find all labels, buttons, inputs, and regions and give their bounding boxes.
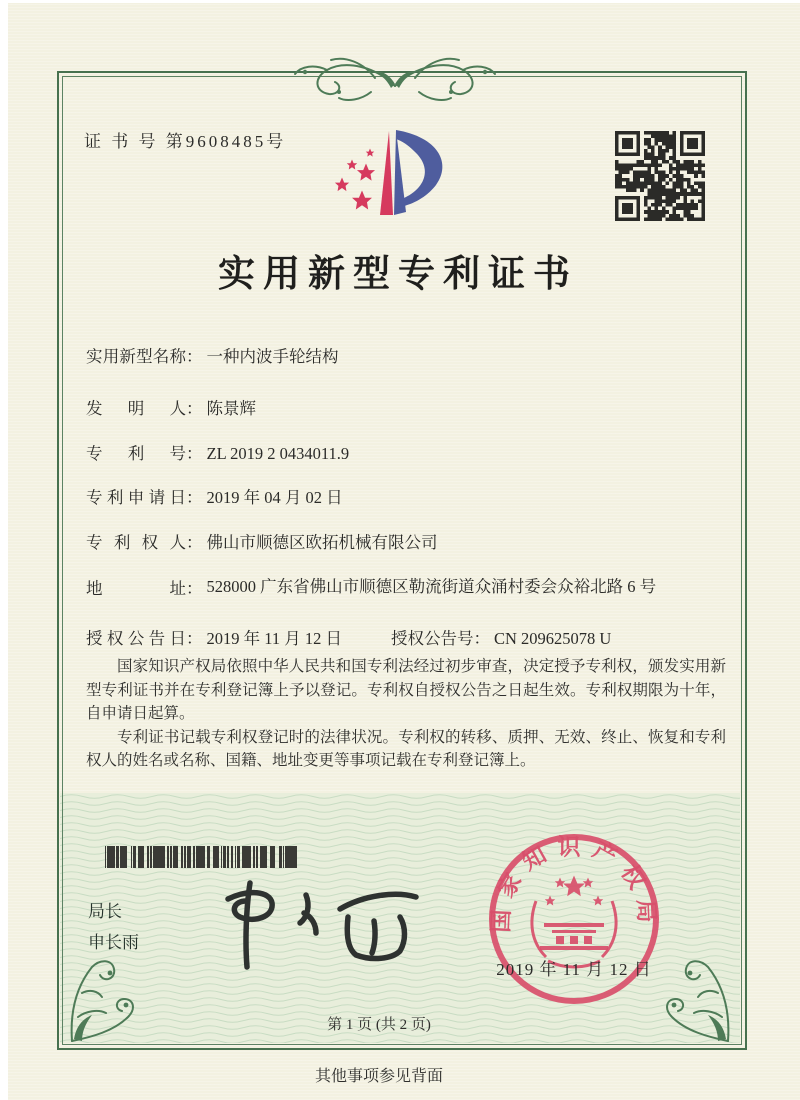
field-row-filing-date: 专利申请日： 2019 年 04 月 02 日 <box>86 484 343 508</box>
field-value: CN 209625078 U <box>494 629 612 648</box>
cnipa-logo <box>320 111 490 243</box>
commissioner-title: 局长 <box>88 902 122 921</box>
field-value: ZL 2019 2 0434011.9 <box>206 444 350 463</box>
seal-text: 国家知识产权局 <box>488 834 660 934</box>
field-value: 2019 年 11 月 12 日 <box>206 629 343 648</box>
field-row-patent-number: 专利号： ZL 2019 2 0434011.9 <box>86 440 349 464</box>
certificate-title: 实用新型专利证书 <box>218 254 578 295</box>
footer-note: 其他事项参见背面 <box>314 1068 443 1085</box>
field-label: 专利申请日 <box>86 488 186 507</box>
field-label: 地址 <box>86 579 186 598</box>
commissioner-block <box>88 896 139 958</box>
field-value: 陈景辉 <box>206 399 256 418</box>
field-value: 佛山市顺德区欧拓机械有限公司 <box>206 533 438 552</box>
commissioner-name: 申长雨 <box>88 933 139 952</box>
legal-paragraph: 国家知识产权局依照中华人民共和国专利法经过初步审查，决定授予专利权，颁发实用新型专利证书并在专利登记簿上予以登记。专利权自授权公告之日起生效。专利权期限为十年，自申请日起算。 <box>86 658 726 722</box>
qr-code <box>615 131 705 221</box>
page-number: 第 1 页 (共 2 页) <box>327 1017 431 1033</box>
field-row-grant-date: 授权公告日： 2019 年 11 月 12 日 授权公告号： CN 209625078 U <box>86 625 342 649</box>
field-label: 授权公告号 <box>391 629 474 648</box>
field-value: 一种内波手轮结构 <box>206 347 339 366</box>
field-label: 专利权人 <box>86 533 186 552</box>
official-seal <box>486 831 662 1007</box>
field-label: 授权公告日 <box>86 629 186 648</box>
certificate-number: 证 书 号 第9608485号 <box>84 132 287 151</box>
legal-text <box>86 655 726 773</box>
field-row-inventor: 发明人： 陈景辉 <box>86 395 256 419</box>
field-label: 专利号 <box>86 444 186 463</box>
field-grant-number: 授权公告号： CN 209625078 U <box>391 629 612 648</box>
field-value: 528000 广东省佛山市顺德区勒流街道众涌村委会众裕北路 6 号 <box>206 577 657 596</box>
commissioner-signature <box>188 865 428 975</box>
top-flourish-ornament <box>275 48 515 108</box>
field-row-invention-name: 实用新型名称： 一种内波手轮结构 <box>86 343 339 367</box>
seal-date: 2019 年 11 月 12 日 <box>496 960 652 979</box>
field-label: 实用新型名称 <box>86 347 186 366</box>
field-label: 发明人 <box>86 399 186 418</box>
legal-paragraph: 专利证书记载专利权登记时的法律状况。专利权的转移、质押、无效、终止、恢复和专利权人的姓名或名称、国籍、地址变更等事项记载在专利登记簿上。 <box>86 728 726 769</box>
field-value: 2019 年 04 月 02 日 <box>206 488 343 507</box>
field-row-patentee: 专利权人： 佛山市顺德区欧拓机械有限公司 <box>86 529 438 553</box>
certificate-page <box>8 3 800 1100</box>
field-row-address: 地址： 528000 广东省佛山市顺德区勒流街道众涌村委会众裕北路 6 号 <box>86 575 659 599</box>
